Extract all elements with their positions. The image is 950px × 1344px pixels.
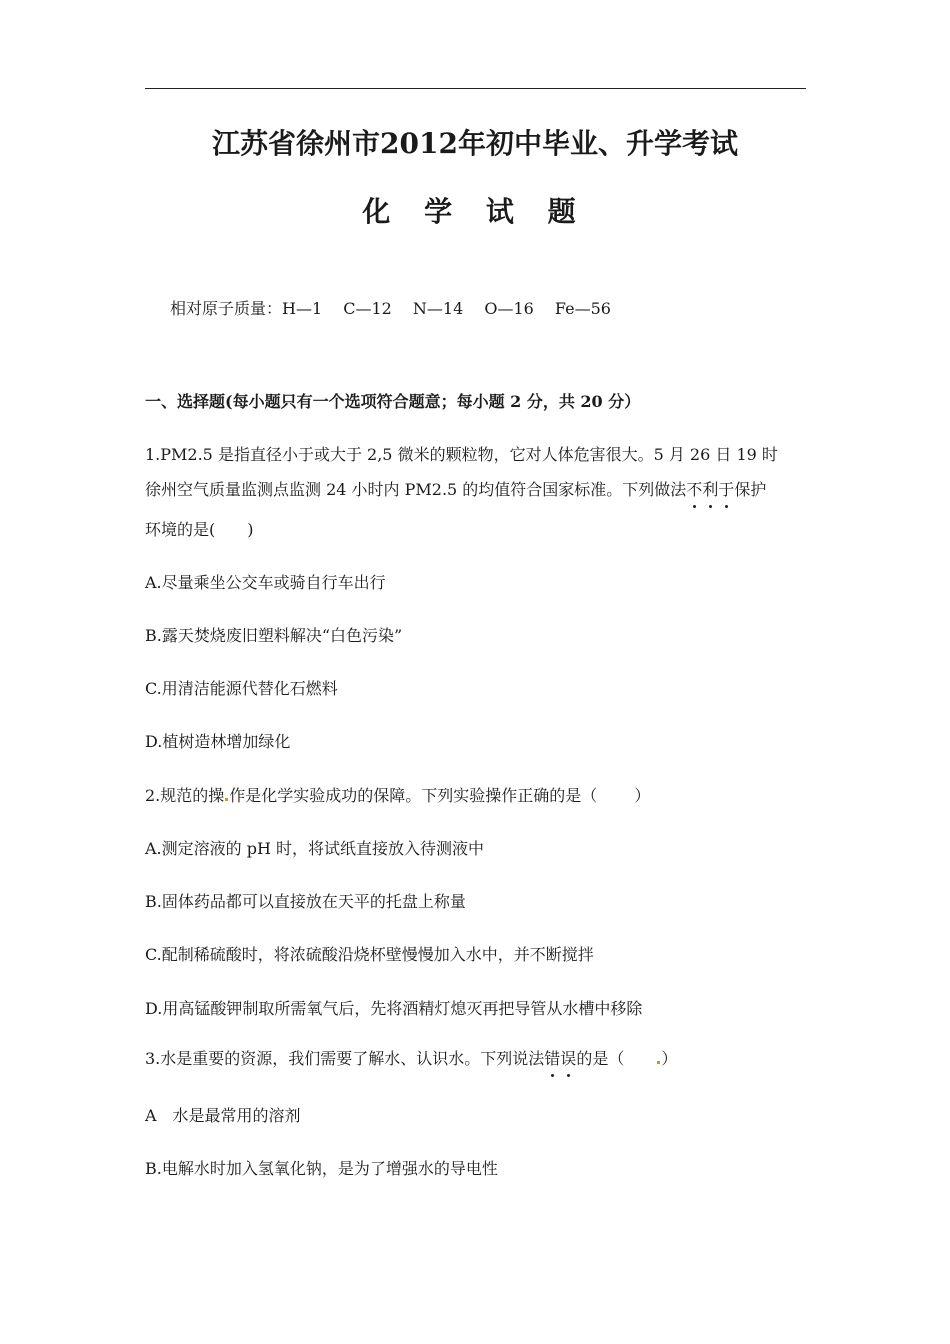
q1-line-1: 1.PM2.5 是指直径小于或大于 2,5 微米的颗粒物，它对人体危害很大。5 月 26 日 19 时 [145, 445, 778, 464]
q1-line-2 [145, 477, 766, 500]
q1-option-a: A.尽量乘坐公交车或骑自行车出行 [145, 573, 386, 592]
q2-stem-start: 2.规范的操 [145, 786, 225, 805]
q1-option-d: D.植树造林增加绿化 [145, 732, 291, 751]
q1-option-c: C.用清洁能源代替化石燃料 [145, 679, 338, 698]
q3-stem-end: ） [661, 1049, 678, 1068]
q1-line-2-end: 保护 [734, 480, 767, 499]
q3-stem [145, 1046, 677, 1069]
q3-stem-start: 3.水是重要的资源，我们需要了解水、认识水。下列说法 [145, 1049, 545, 1068]
q2-option-a: A.测定溶液的 pH 时，将试纸直接放入待测液中 [145, 839, 485, 858]
q1-option-b: B.露天焚烧废旧塑料解决“白色污染” [145, 626, 403, 645]
emphasis-char: 错 [544, 1046, 560, 1069]
emphasis-char: 于 [718, 477, 734, 500]
emphasis-dot [709, 505, 712, 508]
q1-line-3: 环境的是( ) [145, 520, 254, 539]
exam-subtitle: 化 学 试 题 [362, 195, 588, 228]
section-heading: 一、选择题(每小题只有一个选项符合题意；每小题 2 分，共 20 分） [145, 392, 641, 411]
q3-option-b: B.电解水时加入氢氧化钠，是为了增强水的导电性 [145, 1159, 498, 1178]
emphasis-char: 利 [702, 477, 718, 500]
emphasis-dot [567, 1074, 570, 1077]
emphasis-char: 误 [560, 1046, 576, 1069]
emphasis-dot [725, 505, 728, 508]
q2-option-b: B.固体药品都可以直接放在天平的托盘上称量 [145, 892, 466, 911]
q2-stem [145, 783, 650, 806]
q3-stem-mid: 的是（ [576, 1049, 657, 1068]
stray-mark [657, 1061, 660, 1064]
q2-option-c: C.配制稀硫酸时，将浓硫酸沿烧杯壁慢慢加入水中，并不断搅拌 [145, 945, 594, 964]
q2-stem-end: 作是化学实验成功的保障。下列实验操作正确的是（ ） [229, 786, 651, 805]
emphasis-dot [551, 1074, 554, 1077]
exam-title: 江苏省徐州市2012年初中毕业、升学考试 [212, 127, 738, 160]
stray-mark [225, 798, 228, 801]
q1-line-2-text: 徐州空气质量监测点监测 24 小时内 PM2.5 的均值符合国家标准。下列做法 [145, 480, 687, 499]
emphasis-char: 不 [686, 477, 702, 500]
q2-option-d: D.用高锰酸钾制取所需氧气后，先将酒精灯熄灭再把导管从水槽中移除 [145, 999, 643, 1018]
emphasis-dot [693, 505, 696, 508]
top-rule [145, 88, 806, 89]
atomic-mass-line: 相对原子质量：H—1 C—12 N—14 O—16 Fe—56 [170, 299, 611, 318]
q3-option-a: A 水是最常用的溶剂 [145, 1106, 301, 1125]
